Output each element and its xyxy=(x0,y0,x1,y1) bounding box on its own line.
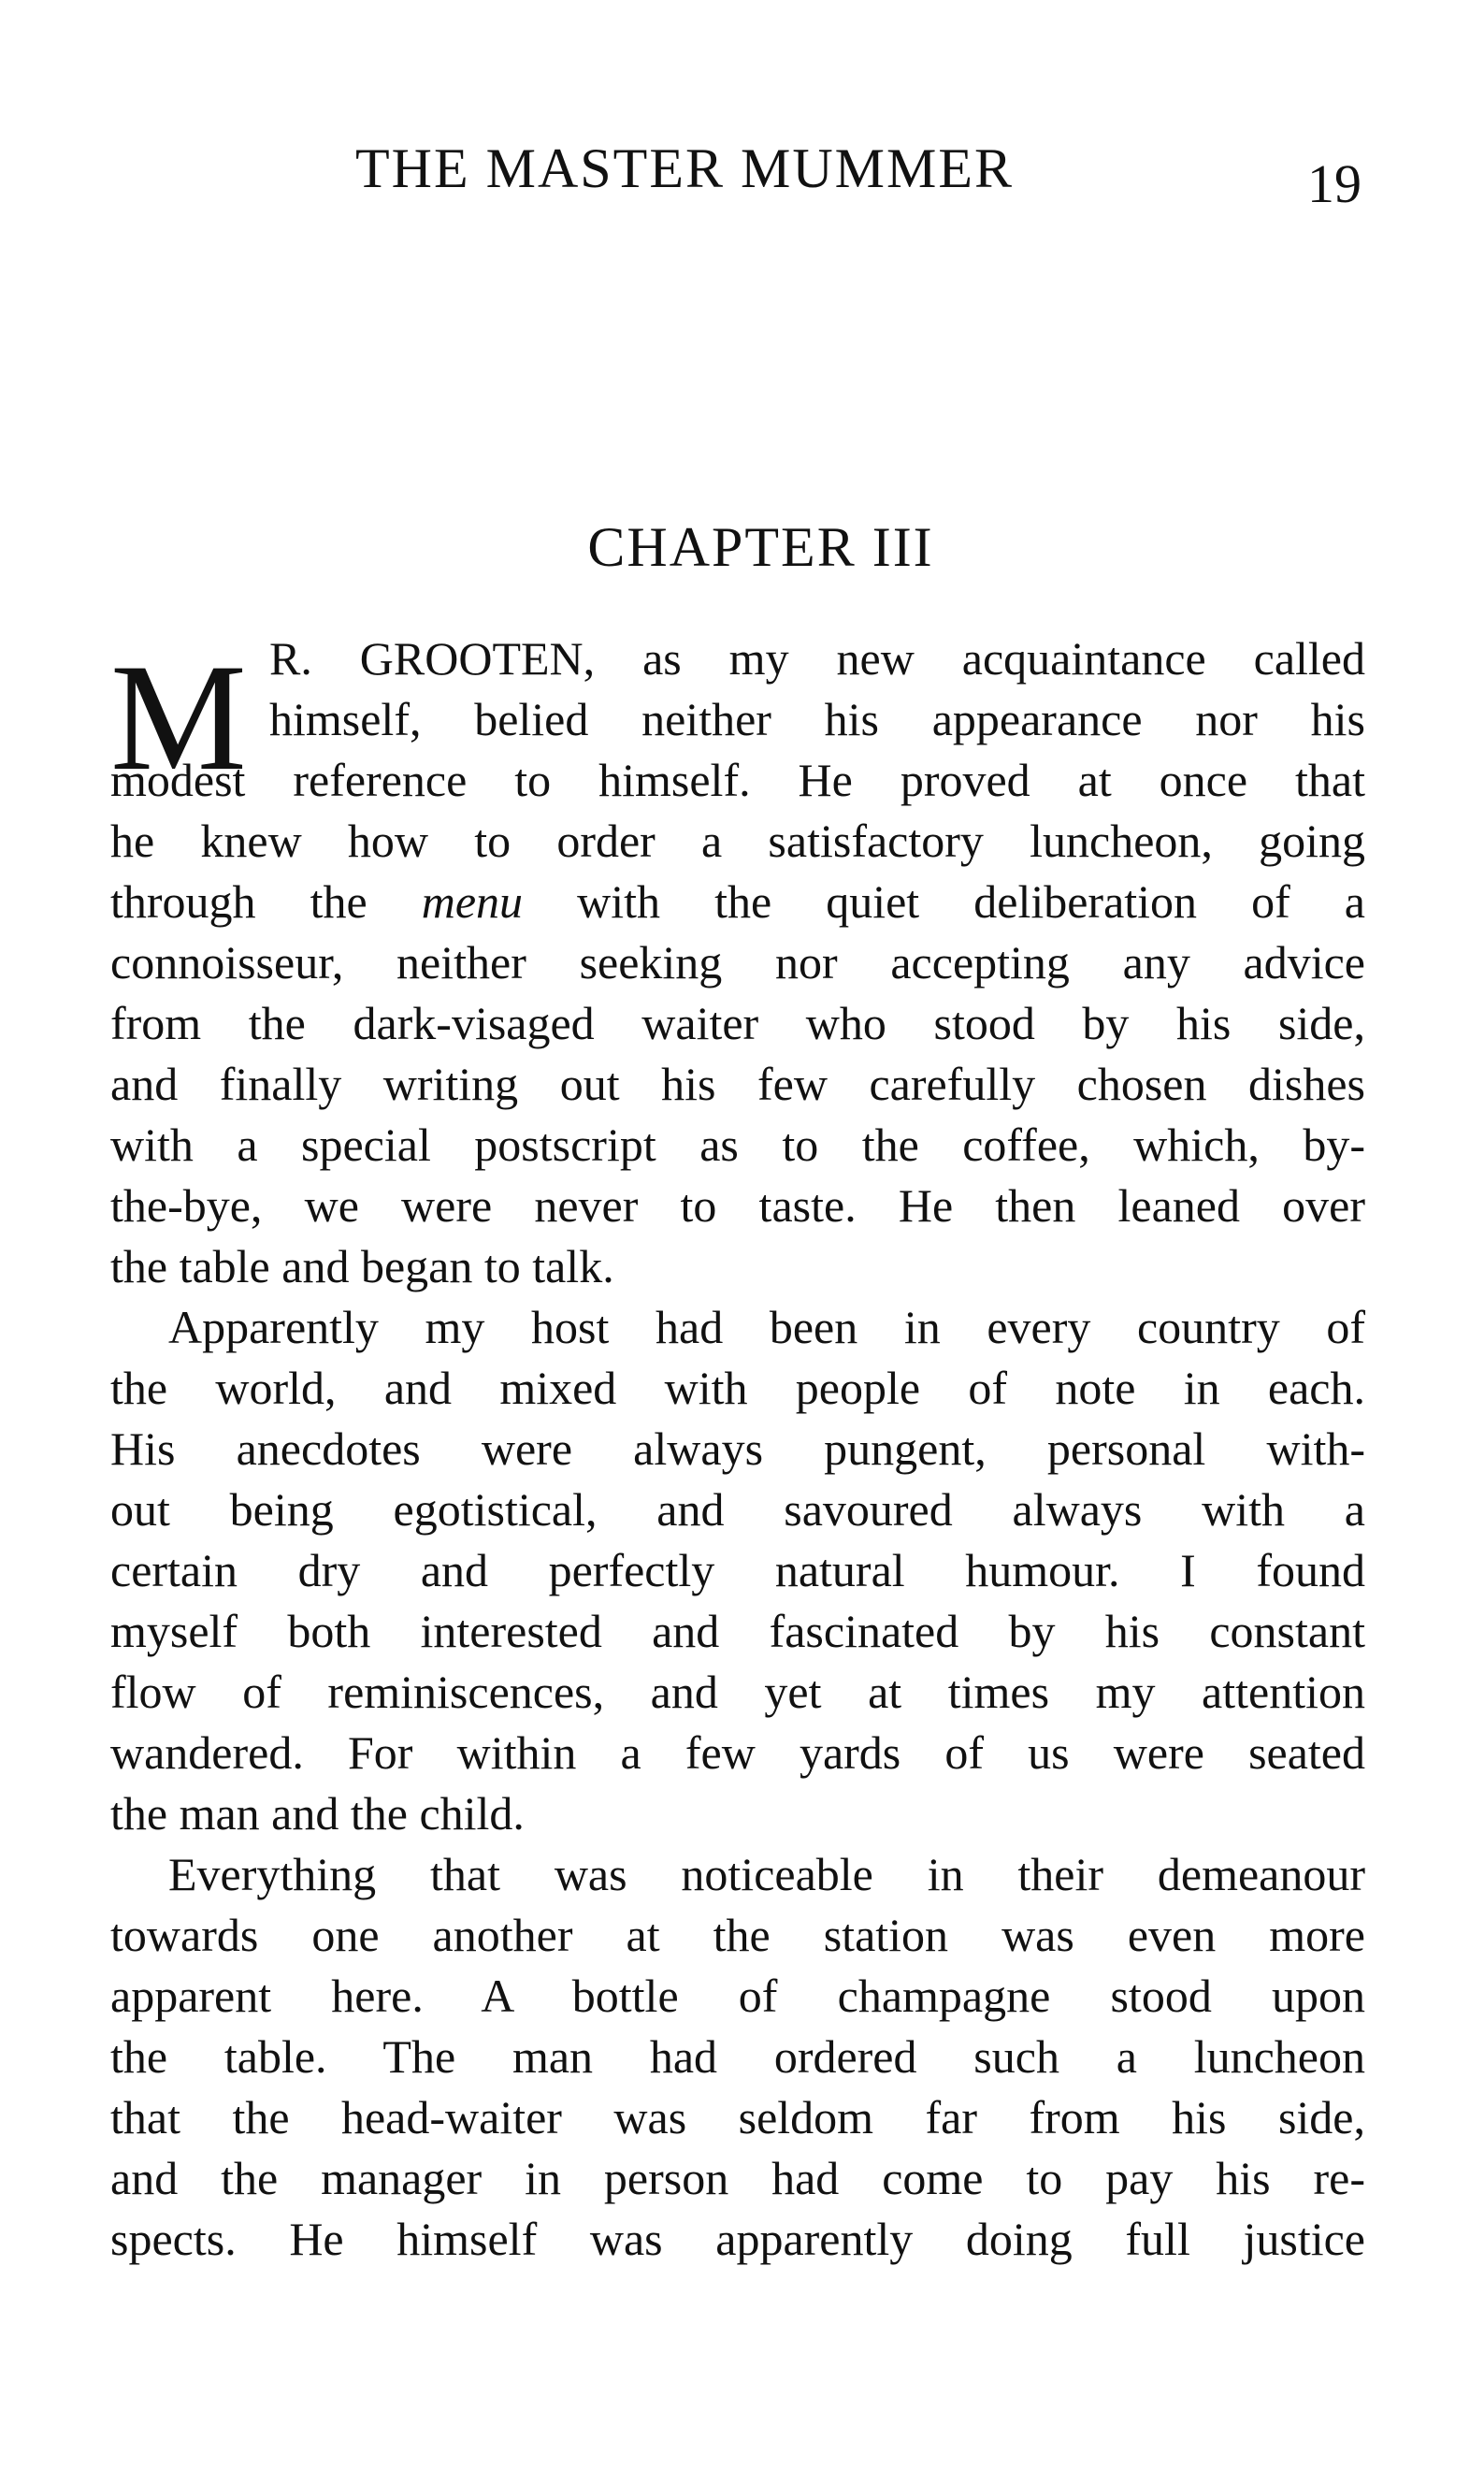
text-line: from the dark-visaged waiter who stood by his side, xyxy=(110,997,1365,1049)
text-line: modest reference to himself. He proved at once that xyxy=(110,754,1365,806)
text-line: with a special postscript as to the coffee, which, by- xyxy=(110,1119,1365,1171)
text-line: the table. The man had ordered such a luncheon xyxy=(110,2030,1365,2083)
text-line: spects. He himself was apparently doing full justice xyxy=(110,2213,1365,2265)
text-line: apparent here. A bottle of champagne stood upon xyxy=(110,1970,1365,2022)
text-line: that the head-waiter was seldom far from his side, xyxy=(110,2091,1365,2143)
text-line: the-bye, we were never to taste. He then leaned over xyxy=(110,1179,1365,1232)
text-segment: with the quiet deliberation of a xyxy=(577,875,1365,928)
text-line: myself both interested and fascinated by his constant xyxy=(110,1605,1365,1657)
text-line: and the manager in person had come to pay his re- xyxy=(110,2152,1365,2204)
text-segment: through the xyxy=(110,875,367,928)
text-line: Everything that was noticeable in their demeanour xyxy=(168,1848,1365,1900)
text-line: R. GROOTEN, as my new acquaintance called xyxy=(269,632,1365,685)
text-line: wandered. For within a few yards of us were seated xyxy=(110,1726,1365,1779)
text-line: he knew how to order a satisfactory luncheon, going xyxy=(110,815,1365,867)
text-line: the world, and mixed with people of note in each. xyxy=(110,1362,1365,1414)
text-line: the man and the child. xyxy=(110,1787,525,1840)
running-title: THE MASTER MUMMER xyxy=(355,137,1015,199)
text-line: flow of reminiscences, and yet at times my attention xyxy=(110,1666,1365,1718)
text-line: out being egotistical, and savoured always with a xyxy=(110,1483,1365,1536)
italic-word: menu xyxy=(421,875,524,928)
text-line: and finally writing out his few carefully chosen dishes xyxy=(110,1058,1365,1110)
text-line: himself, belied neither his appearance nor his xyxy=(269,693,1365,745)
text-line: His anecdotes were always pungent, personal with- xyxy=(110,1422,1365,1475)
text-line: connoisseur, neither seeking nor accepting any advice xyxy=(110,936,1365,989)
text-line: towards one another at the station was even more xyxy=(110,1909,1365,1961)
drop-cap: M xyxy=(110,633,247,802)
text-line xyxy=(110,872,1365,932)
body-text xyxy=(110,628,1365,2270)
text-line: certain dry and perfectly natural humour. I found xyxy=(110,1544,1365,1596)
text-line: the table and began to talk. xyxy=(110,1240,614,1292)
page-number: 19 xyxy=(1307,153,1362,214)
chapter-title: CHAPTER III xyxy=(587,516,934,578)
text-line: Apparently my host had been in every country of xyxy=(168,1301,1365,1353)
